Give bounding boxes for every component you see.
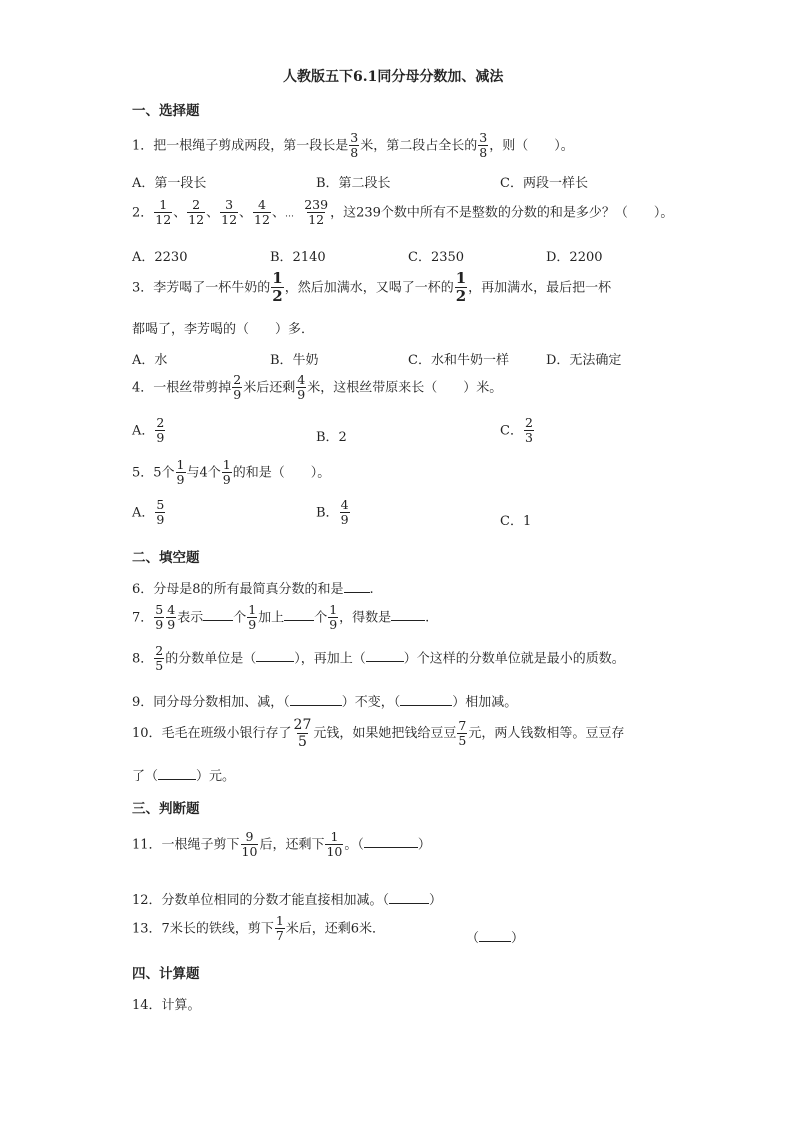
fraction: $\frac{2}{9}$ bbox=[156, 415, 165, 446]
q4-option-c: C． $\frac{2}{3}$ bbox=[500, 415, 533, 446]
question-3-line2: 都喝了，李芳喝的（ ）多． bbox=[132, 322, 315, 337]
answer-blank bbox=[284, 620, 314, 621]
fraction: $\frac{3}{12}$ bbox=[221, 197, 238, 228]
fraction: $\frac{1}{9}$ bbox=[222, 457, 231, 488]
fraction: $\frac{1}{7}$ bbox=[275, 913, 284, 944]
section-heading-judge: 三、判断题 bbox=[132, 801, 200, 817]
question-10: 10．毛毛在班级小银行存了 $\frac{27}{5}$ 元钱，如果她把钱给豆豆 $\frac{7}{5}$ 元，两人钱数相等。豆豆存 bbox=[132, 717, 625, 751]
fraction: $\frac{3}{8}$ bbox=[479, 130, 488, 161]
answer-blank bbox=[366, 661, 404, 662]
fraction: $\frac{9}{10}$ bbox=[241, 829, 258, 860]
fraction: $\frac{1}{9}$ bbox=[329, 602, 338, 633]
question-8: 8． $\frac{2}{5}$ 的分数单位是（ ），再加上（ ）个这样的分数单位就是最小的质数。 bbox=[132, 643, 625, 674]
fraction: $\frac{27}{5}$ bbox=[293, 717, 312, 751]
q3-option-c: C．水和牛奶一样 bbox=[408, 353, 509, 368]
q1-option-c: C．两段一样长 bbox=[500, 176, 588, 191]
fraction: $\frac{4}{12}$ bbox=[254, 197, 270, 228]
question-7: 7． $\frac{5}{9}$ $\frac{4}{9}$ 表示 个 $\frac{1}{9}$ 加上 个 $\frac{1}{9}$ ，得数是 . bbox=[132, 602, 430, 633]
fraction: $\frac{239}{12}$ bbox=[304, 197, 329, 228]
fraction: $\frac{2}{5}$ bbox=[155, 643, 164, 674]
question-5: 5．5个 $\frac{1}{9}$ 与4个 $\frac{1}{9}$ 的和是（ ）。 bbox=[132, 457, 331, 488]
question-13-answer: （ ） bbox=[466, 931, 525, 946]
q1-option-a: A．第一段长 bbox=[132, 176, 207, 191]
answer-blank bbox=[400, 705, 452, 706]
fraction: $\frac{1}{2}$ bbox=[272, 269, 283, 306]
section-heading-choice: 一、选择题 bbox=[132, 103, 200, 119]
fraction: $\frac{1}{9}$ bbox=[248, 602, 257, 633]
answer-blank bbox=[389, 903, 429, 904]
q2-option-d: D．2200 bbox=[546, 250, 603, 265]
answer-blank bbox=[290, 705, 342, 706]
fraction: $\frac{1}{10}$ bbox=[326, 829, 343, 860]
q1-option-b: B．第二段长 bbox=[316, 176, 391, 191]
answer-blank bbox=[344, 592, 370, 593]
q4-option-b: B．2 bbox=[316, 430, 347, 445]
fraction: $\frac{1}{12}$ bbox=[155, 197, 172, 228]
fraction: $\frac{2}{12}$ bbox=[188, 197, 205, 228]
answer-blank bbox=[364, 847, 418, 848]
fraction: $\frac{3}{8}$ bbox=[350, 130, 359, 161]
question-13: 13．7米长的铁线，剪下 $\frac{1}{7}$ 米后，还剩6米． bbox=[132, 913, 386, 944]
section-heading-fill: 二、填空题 bbox=[132, 550, 200, 566]
question-12: 12．分数单位相同的分数才能直接相加减。（ ） bbox=[132, 893, 443, 908]
question-3: 3．李芳喝了一杯牛奶的 $\frac{1}{2}$ ，然后加满水，又喝了一杯的 $\frac{1}{2}$ ，再加满水，最后把一杯 bbox=[132, 269, 612, 306]
fraction: $\frac{7}{5}$ bbox=[458, 717, 467, 749]
answer-blank bbox=[158, 779, 196, 780]
fraction: $\frac{2}{9}$ bbox=[233, 372, 242, 403]
fraction: $\frac{2}{3}$ bbox=[524, 415, 533, 446]
fraction: $\frac{5}{9}$ bbox=[156, 497, 165, 528]
fraction: $\frac{1}{2}$ bbox=[455, 269, 467, 306]
q3-option-b: B．牛奶 bbox=[270, 353, 319, 368]
answer-blank bbox=[391, 620, 425, 621]
fraction: $\frac{5}{9}$ bbox=[155, 602, 164, 633]
q2-option-b: B．2140 bbox=[270, 250, 326, 265]
question-9: 9．同分母分数相加、减，（ ）不变，（ ）相加减。 bbox=[132, 695, 518, 710]
q5-option-b: B． $\frac{4}{9}$ bbox=[316, 497, 349, 528]
q2-option-a: A．2230 bbox=[132, 250, 188, 265]
question-14: 14．计算。 bbox=[132, 998, 201, 1013]
question-4: 4．一根丝带剪掉 $\frac{2}{9}$ 米后还剩 $\frac{4}{9}$ 米，这根丝带原来长（ ）米。 bbox=[132, 372, 503, 403]
fraction: $\frac{4}{9}$ bbox=[297, 372, 306, 403]
q5-option-a: A． $\frac{5}{9}$ bbox=[132, 497, 165, 528]
q3-option-d: D．无法确定 bbox=[546, 353, 622, 368]
question-6: 6．分母是8的所有最简真分数的和是 . bbox=[132, 582, 374, 597]
q3-option-a: A．水 bbox=[132, 353, 168, 368]
q5-option-c: C．1 bbox=[500, 514, 532, 529]
q2-option-c: C．2350 bbox=[408, 250, 465, 265]
question-1: 1．把一根绳子剪成两段，第一段长是 $\frac{3}{8}$ 米，第二段占全长的 $\frac{3}{8}$ ，则（ ）。 bbox=[132, 130, 574, 161]
question-11: 11．一根绳子剪下 $\frac{9}{10}$ 后，还剩下 $\frac{1}{10}$ 。（ ） bbox=[132, 829, 431, 860]
fraction: $\frac{4}{9}$ bbox=[167, 602, 176, 633]
answer-blank bbox=[203, 620, 233, 621]
question-2: 2． $\frac{1}{12}$ 、 $\frac{2}{12}$ 、 $\frac{3}{12}$ 、 $\frac{4}{12}$ 、… $\frac{239}{12}$ ，这239个数中所有不是整数的分数的和是多少？（ ）。 bbox=[132, 197, 674, 228]
answer-blank bbox=[256, 661, 294, 662]
fraction: $\frac{4}{9}$ bbox=[340, 497, 349, 528]
question-10-line2: 了（ ）元。 bbox=[132, 769, 236, 784]
page-title: 人教版五下6.1同分母分数加、减法 bbox=[283, 69, 504, 85]
q4-option-a: A． $\frac{2}{9}$ bbox=[132, 415, 165, 446]
answer-blank bbox=[479, 941, 511, 942]
fraction: $\frac{1}{9}$ bbox=[176, 457, 185, 488]
section-heading-calc: 四、计算题 bbox=[132, 966, 200, 982]
